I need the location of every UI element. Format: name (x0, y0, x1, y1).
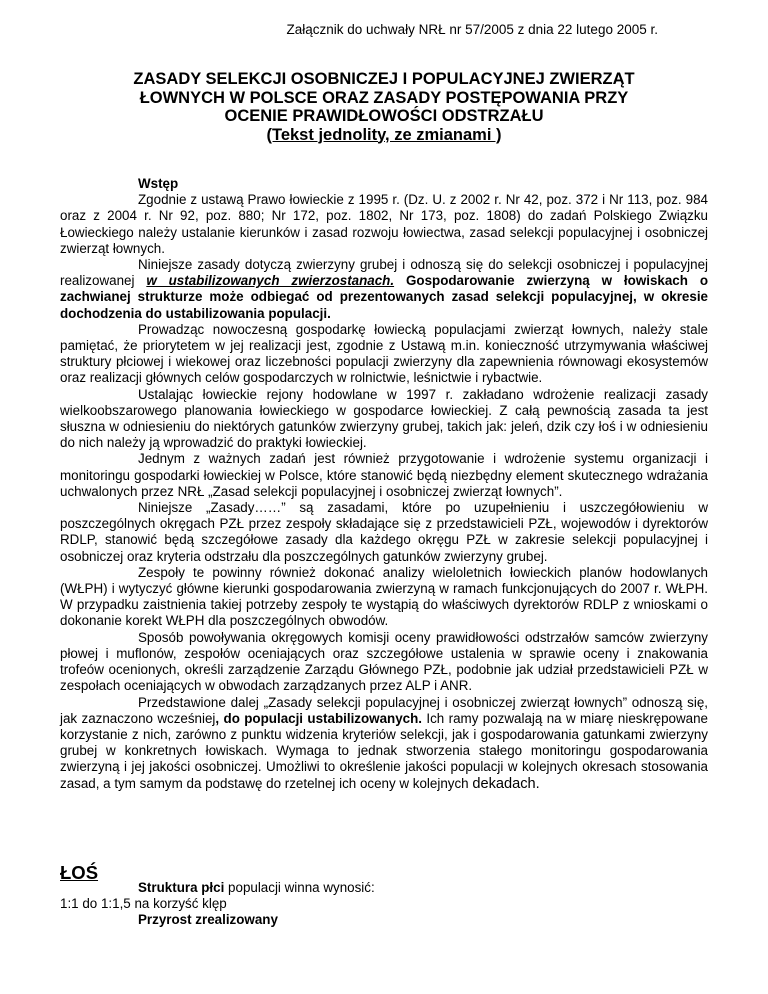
document-title (60, 70, 708, 144)
paragraph-4: Ustalając łowieckie rejony hodowlane w 1997 r. zakładano wdrożenie realizacji zasady wielkoobszarowego planowania łowieckiego w gospodarce łowieckiej. Z całą pewnością zasada ta jest słuszna w odniesieniu do niektórych gatunków zwierzyny grubej, takich jak: jeleń, dzik czy łoś i w odniesieniu do nich należy ją wprowadzić do praktyki łowieckiej. (60, 386, 708, 451)
paragraph-8: Sposób powoływania okręgowych komisji oceny prawidłowości odstrzałów samców zwierzyny płowej i muflonów, zespołów oceniających oraz szczegółowe ustalenia w sprawie oceny i znakowania trofeów ocenionych, określi zarządzenie Zarządu Głównego PZŁ, podobnie jak udział przedstawicieli PZŁ w zespołach oceniających w obwodach zarządzanych przez ALP i ANR. (60, 629, 708, 694)
intro-heading: Wstęp (138, 176, 179, 191)
structure-line (60, 880, 708, 896)
paragraph-6: Niniejsze „Zasady……” są zasadami, które po uzupełnieniu i uszczegółowieniu w poszczególnych okręgach PZŁ przez zespoły składające się z przedstawicieli PZŁ, wojewodów i dyrektorów RDLP, stanowić będą szczegółowe zasady dla każdego okręgu PZŁ w zakresie selekcji populacyjnej i osobniczej oraz kryteria odstrzału dla poszczególnych gatunków zwierzyny grubej. (60, 500, 708, 564)
structure-label: Struktura płci (138, 880, 225, 895)
title-line-3: OCENIE PRAWIDŁOWOŚCI ODSTRZAŁU (224, 107, 544, 125)
ratio-line: 1:1 do 1:1,5 na korzyść klęp (60, 896, 227, 912)
paragraph-9-bold: , do populacji ustabilizowanych. (215, 710, 422, 726)
structure-text: populacji winna wynosić: (224, 880, 375, 895)
title-line-1: ZASADY SELEKCJI OSOBNICZEJ I POPULACYJNEJ ZWIERZĄT (133, 70, 635, 88)
paragraph-2 (60, 257, 708, 322)
annex-note: Załącznik do uchwały NRŁ nr 57/2005 z dnia 22 lutego 2005 r. (286, 22, 658, 37)
section-content (60, 880, 708, 929)
paragraph-2-emphasis: w ustabilizowanych zwierzostanach. (146, 273, 395, 289)
paragraph-2-text: Niniejsze zasady dotyczą zwierzyny grubej i odnoszą się do selekcji osobniczej i populacyjnej realizowanej (60, 257, 708, 289)
paragraph-9 (60, 695, 708, 792)
paragraph-2-space (394, 273, 406, 288)
paragraph-5: Jednym z ważnych zadań jest również przygotowanie i wdrożenie systemu organizacji i monitoringu gospodarki łowieckiej w Polsce, które stanowić będą niezbędny element skutecznego wdrażania uchwalonych przez NRŁ „Zasad selekcji populacyjnej i osobniczej zwierząt łownych”. (60, 451, 708, 499)
paragraph-3: Prowadząc nowoczesną gospodarkę łowiecką populacjami zwierząt łownych, należy stale pamiętać, że priorytetem w jej realizacji jest, zgodnie z Ustawą m.in. konieczność utrzymywania właściwej struktury płciowej i wiekowej oraz liczebności populacji zwierzyny dla zapewnienia równowagi ekosystemów oraz realizacji głównych celów gospodarczych w rolnictwie, leśnictwie i rybactwie. (60, 321, 708, 386)
document-body (60, 176, 708, 792)
paragraph-2-bold: Gospodarowanie zwierzyną w łowiskach o zachwianej strukturze może odbiegać od prezentowanych zasad selekcji populacyjnej, w okresie dochodzenia do ustabilizowania populacji. (60, 273, 708, 321)
growth-label: Przyrost zrealizowany (138, 912, 278, 928)
section-heading-los: ŁOŚ (60, 862, 99, 883)
paragraph-7: Zespoły te powinny również dokonać analizy wieloletnich łowieckich planów hodowlanych (WŁPH) i wytyczyć główne kierunki gospodarowania zwierzyną w ramach funkcjonujących do 2007 r. WŁPH. W przypadku zaistnienia takiej potrzeby zespoły te wystąpią do właściwych dyrektorów RDLP z wnioskami o dokonanie korekt WŁPH dla poszczególnych obwodów. (60, 564, 708, 629)
paragraph-9-end: dekadach. (472, 775, 540, 792)
title-subtitle: (Tekst jednolity, ze zmianami ) (266, 125, 502, 144)
title-line-2: ŁOWNYCH W POLSCE ORAZ ZASADY POSTĘPOWANIA PRZY (139, 88, 629, 107)
paragraph-9-rest: Ich ramy pozwalają na w miarę nieskrępowane korzystanie z nich, zarówno z punktu widzenia kryteriów selekcji, jak i gospodarowania gatunkami zwierzyny grubej w konkretnych łowiskach. Wymaga to jednak stworzenia stałego monitoringu gospodarowania zwierzyną i jej jakości osobniczej. Umożliwi to określenie jakości populacji w kolejnych okresach stosowania zasad, a tym samym da podstawę do rzetelnej ich oceny w kolejnych (60, 710, 708, 791)
paragraph-9-text: Przedstawione dalej „Zasady selekcji populacyjnej i osobniczej zwierząt łownych” odnoszą się, jak zaznaczono wcześniej (60, 694, 708, 726)
paragraph-1: Zgodnie z ustawą Prawo łowieckie z 1995 r. (Dz. U. z 2002 r. Nr 42, poz. 372 i Nr 113, poz. 984 oraz z 2004 r. Nr 92, poz. 880; Nr 172, poz. 1802, Nr 173, poz. 1808) do zadań Polskiego Związku Łowieckiego należy ustalanie kierunków i zasad rozwoju łowiectwa, zasad selekcji populacyjnej i osobniczej zwierząt łownych. (60, 192, 708, 256)
